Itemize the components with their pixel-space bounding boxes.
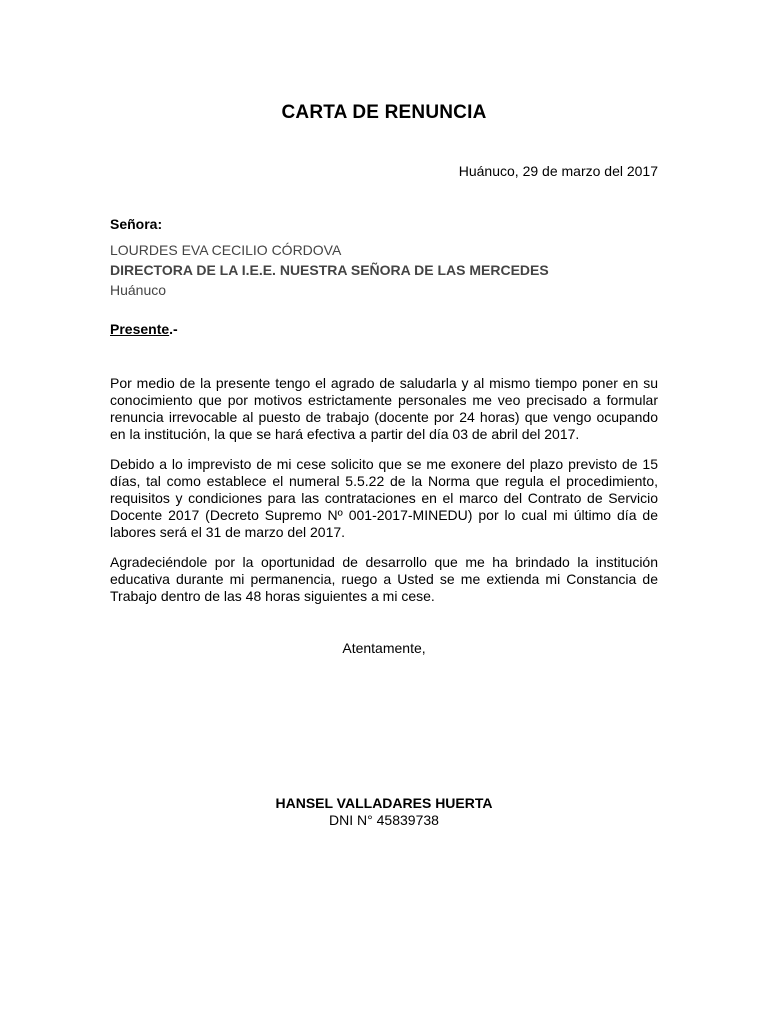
presente-line bbox=[110, 321, 658, 338]
letter-title: CARTA DE RENUNCIA bbox=[281, 102, 487, 123]
signature-block bbox=[0, 795, 768, 829]
presente-suffix: .- bbox=[169, 321, 178, 337]
recipient-name: LOURDES EVA CECILIO CÓRDOVA bbox=[110, 242, 342, 258]
recipient-block bbox=[110, 240, 658, 300]
presente-word: Presente bbox=[110, 321, 170, 337]
salutation bbox=[110, 216, 658, 233]
salutation-label: Señora: bbox=[110, 216, 163, 232]
body-paragraph-3: Agradeciéndole por la oportunidad de desarrollo que me ha brindado la institución educativa durante mi permanencia, ruego a Usted se me extienda mi Constancia de Trabajo dentro de las 48 horas siguientes a mi cese. bbox=[110, 554, 658, 604]
body-paragraph-2: Debido a lo imprevisto de mi cese solicito que se me exonere del plazo previsto de 15 días, tal como establece el numeral 5.5.22 de la Norma que regula el procedimiento, requisitos y condiciones para las contrataciones en el marco del Contrato de Servicio Docente 2017 (Decreto Supremo Nº 001-2017-MINEDU) por lo cual mi último día de labores será el 31 de marzo del 2017. bbox=[110, 456, 658, 540]
signer-dni: DNI N° 45839738 bbox=[329, 812, 439, 828]
recipient-position: DIRECTORA DE LA I.E.E. NUESTRA SEÑORA DE LAS MERCEDES bbox=[110, 262, 549, 278]
recipient-city: Huánuco bbox=[110, 282, 167, 298]
body-paragraph-1: Por medio de la presente tengo el agrado de saludarla y al mismo tiempo poner en su conocimiento que por motivos estrictamente personales me veo precisado a formular renuncia irrevocable al puesto de trabajo (docente por 24 horas) que vengo ocupando en la institución, la que se hará efectiva a partir del día 03 de abril del 2017. bbox=[110, 375, 658, 442]
closing: Atentamente, bbox=[342, 640, 426, 656]
letter-date: Huánuco, 29 de marzo del 2017 bbox=[458, 163, 658, 179]
signer-name: HANSEL VALLADARES HUERTA bbox=[275, 795, 493, 811]
